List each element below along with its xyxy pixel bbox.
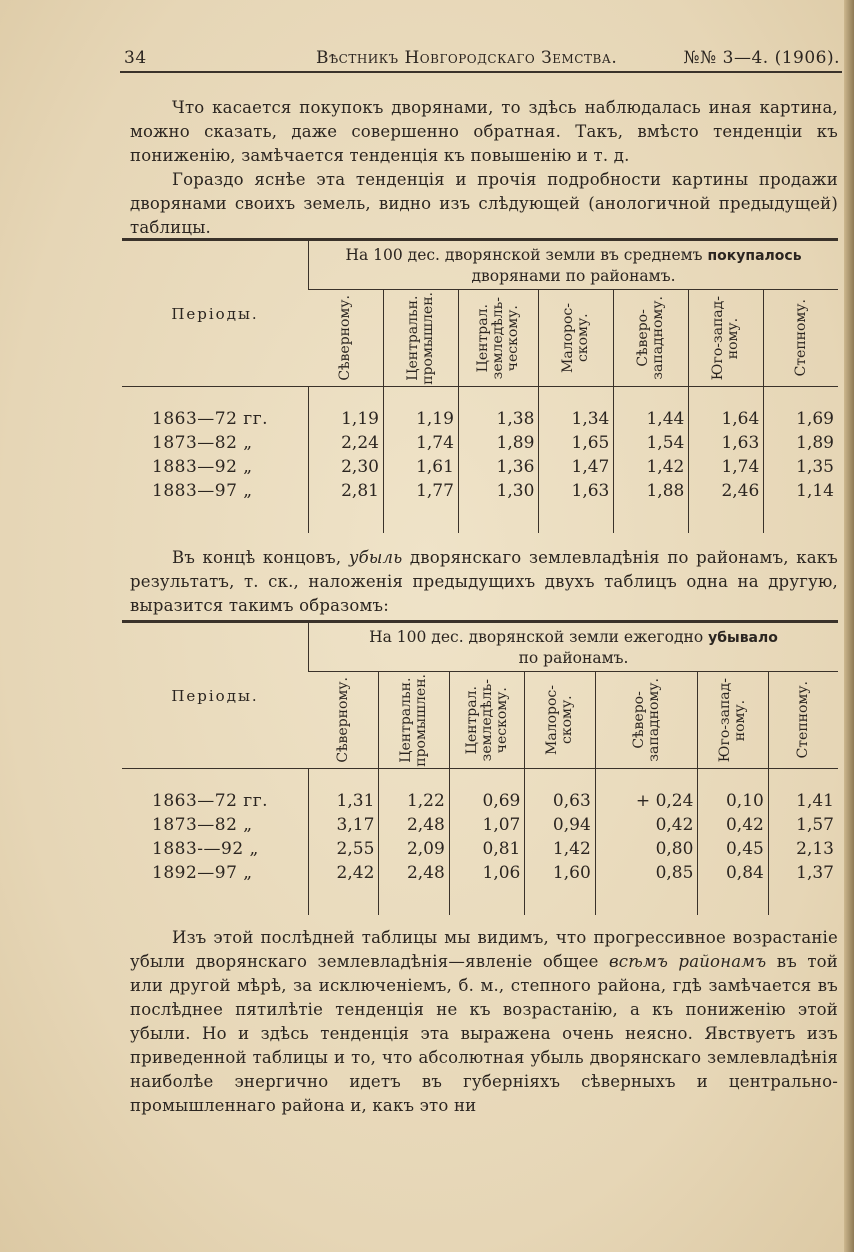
table-row: 1873—82 „ 2,24 1,74 1,89 1,65 1,54 1,63 1,89 xyxy=(122,431,838,455)
group-header xyxy=(309,241,839,290)
table-decline xyxy=(122,620,838,915)
col-header: Сѣверному. xyxy=(309,290,384,387)
table-row: 1883—92 „ 2,30 1,61 1,36 1,47 1,42 1,74 1,35 xyxy=(122,455,838,479)
table-row: 1892—97 „ 2,42 2,48 1,06 1,60 0,85 0,84 1,37 xyxy=(122,861,838,885)
table-row: 1883—97 „ 2,81 1,77 1,30 1,63 1,88 2,46 1,14 xyxy=(122,479,838,503)
col-header: Малорос- скому. xyxy=(525,672,595,769)
col-header: Юго-запад- ному. xyxy=(689,290,764,387)
page-number: 34 xyxy=(124,48,147,68)
col-header: Степному. xyxy=(768,672,838,769)
paragraph-2-text: Гораздо яснѣе эта тенденція и прочія подробности картины продажи дворянами своихъ земель, видно изъ слѣдующей (анологичной предыдущей) таблицы. xyxy=(130,170,838,237)
period-header: Періоды. xyxy=(122,623,309,769)
group-header-pre: На 100 дес. дворянской земли въ среднемъ xyxy=(345,245,703,264)
group-header-post: дворянами по районамъ. xyxy=(471,266,676,285)
paragraph-1-text: Что касается покупокъ дворянами, то здѣсь наблюдалась иная картина, можно сказать, даже совершенно обратная. Такъ, вмѣсто тенденціи къ пониженію, замѣчается тенденція къ повышенію и т. д. xyxy=(130,98,838,165)
col-header: Центральн. промышлен. xyxy=(379,672,449,769)
table-row: 1883-—92 „ 2,55 2,09 0,81 1,42 0,80 0,45 2,13 xyxy=(122,837,838,861)
paragraph-3: Въ концѣ концовъ, убыль дворянскаго землевладѣнія по районамъ, какъ результатъ, т. ск., наложенія предыдущихъ двухъ таблицъ одна на другую, выразится такимъ образомъ: xyxy=(130,548,838,615)
group-header-pre: На 100 дес. дворянской земли ежегодно xyxy=(369,627,704,646)
col-header: Юго-запад- ному. xyxy=(698,672,768,769)
paragraph-1 xyxy=(130,96,838,240)
paragraph-4: Изъ этой послѣдней таблицы мы видимъ, что прогрессивное возрастаніе убыли дворянскаго землевладѣнія—явленіе общее всѣмъ районамъ въ той или другой мѣрѣ, за исключеніемъ, б. м., степного района, гдѣ замѣчается въ послѣднее пятилѣтіе тенденція не къ возрастанію, а къ пониженію этой убыли. Но и здѣсь тенденція эта выражена очень неясно. Явствуетъ изъ приведенной таблицы и то, что абсолютная убыль дворянскаго землевладѣнія наиболѣе энергично идетъ въ губерніяхъ сѣверныхъ и центрально-промышленнаго района и, какъ это ни xyxy=(130,928,838,1115)
col-header: Центральн. промышлен. xyxy=(383,290,458,387)
table-row: 1873—82 „ 3,17 2,48 1,07 0,94 0,42 0,42 1,57 xyxy=(122,813,838,837)
period-header: Періоды. xyxy=(122,241,309,387)
col-header: Сѣверо- западному. xyxy=(614,290,689,387)
page-edge xyxy=(844,0,854,1252)
col-header: Малорос- скому. xyxy=(539,290,614,387)
group-header-bold: убывало xyxy=(708,629,778,646)
group-header-bold: покупалось xyxy=(707,247,802,264)
table-row: 1863—72 гг. 1,19 1,19 1,38 1,34 1,44 1,64 1,69 xyxy=(122,407,838,431)
group-header xyxy=(309,623,839,672)
header-rule xyxy=(120,71,842,73)
table-row: 1863—72 гг. 1,31 1,22 0,69 0,63 + 0,24 0,10 1,41 xyxy=(122,789,838,813)
col-header: Сѣверному. xyxy=(309,672,379,769)
emphasis-all-districts: всѣмъ районамъ xyxy=(608,952,767,971)
table-purchases xyxy=(122,238,838,533)
emphasis-ubyl: убыль xyxy=(348,548,403,567)
col-header: Сѣверо- западному. xyxy=(595,672,698,769)
group-header-post: по районамъ. xyxy=(518,648,629,667)
col-header: Централ. земледѣль- ческому. xyxy=(449,672,525,769)
col-header: Степному. xyxy=(764,290,838,387)
journal-title: Вѣстникъ Новгородскаго Земства. xyxy=(316,48,618,68)
col-header: Централ. земледѣль- ческому. xyxy=(458,290,538,387)
issue-number: №№ 3—4. (1906). xyxy=(683,48,840,68)
